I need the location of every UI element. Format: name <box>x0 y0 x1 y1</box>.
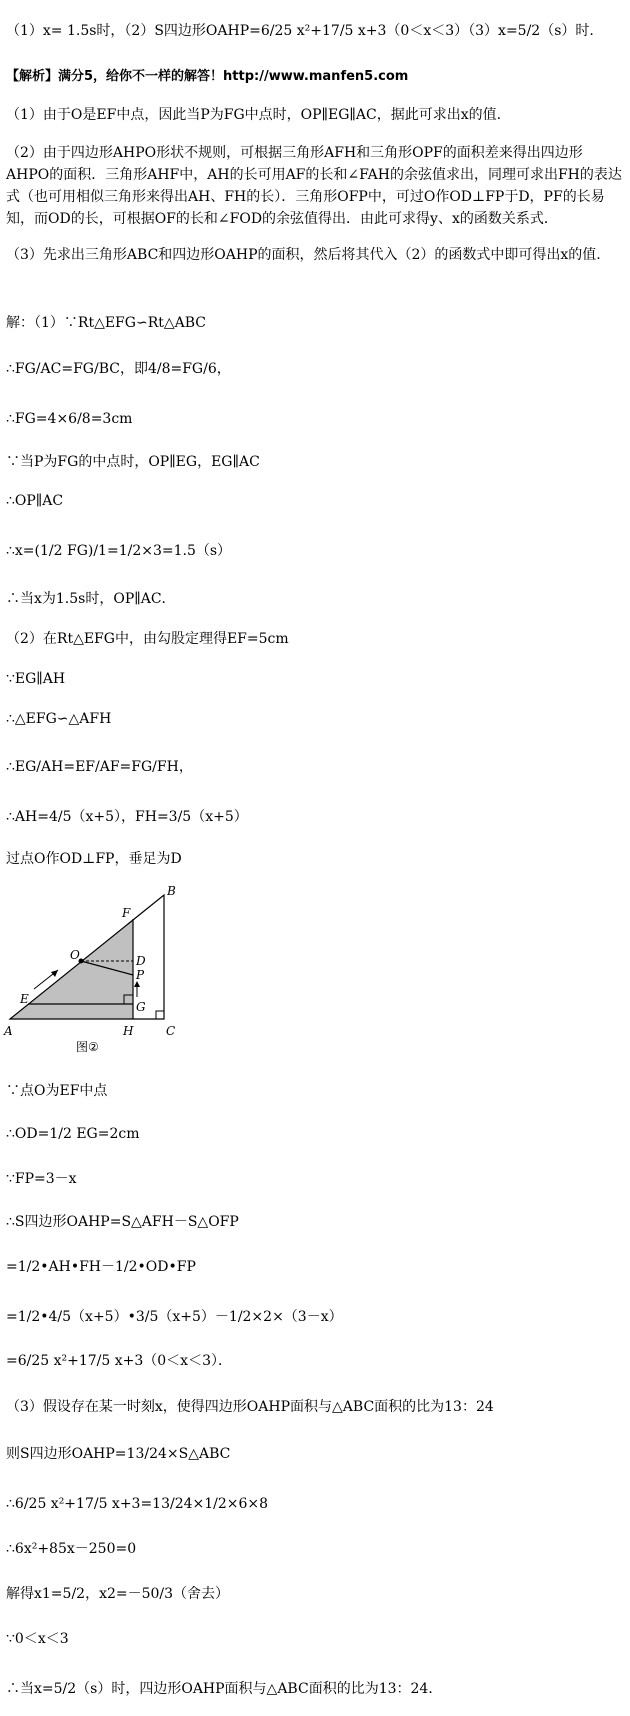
analysis-part1: （1）由于O是EF中点，因此当P为FG中点时，OP∥EG∥AC，据此可求出x的值. <box>6 107 502 123</box>
solution-step: ∴FG/AC=FG/BC，即4/8=FG/6， <box>6 361 231 377</box>
solution-step: ∴6x²+85x－250=0 <box>6 1541 137 1557</box>
solution-step: ∵当P为FG的中点时，OP∥EG，EG∥AC <box>6 454 260 470</box>
label-e: E <box>20 992 29 1006</box>
label-p: P <box>136 968 145 982</box>
solution-step: ∵EG∥AH <box>6 671 66 687</box>
analysis-header: 【解析】满分5，给你不一样的解答！http://www.manfen5.com <box>6 69 409 84</box>
label-a: A <box>4 1024 13 1038</box>
solution-step: =1/2•AH•FH－1/2•OD•FP <box>6 1259 196 1275</box>
solution-step: ∵FP=3－x <box>6 1171 77 1187</box>
label-d: D <box>136 954 146 968</box>
solution-step: ∵点O为EF中点 <box>6 1083 108 1099</box>
solution-step: ∴OP∥AC <box>6 493 64 509</box>
figure-caption: 图② <box>76 1040 99 1054</box>
solution-step: （2）在Rt△EFG中，由勾股定理得EF=5cm <box>6 631 289 647</box>
solution-step: ∴EG/AH=EF/AF=FG/FH， <box>6 759 193 775</box>
solution-step: 则S四边形OAHP=13/24×S△ABC <box>6 1446 231 1462</box>
answer-summary: （1）x= 1.5s时，（2）S四边形OAHP=6/25 x²+17/5 x+3（0＜x＜3）（3）x=5/2（s）时. <box>6 23 594 39</box>
solution-step: ∴S四边形OAHP=S△AFH－S△OFP <box>6 1214 239 1230</box>
label-o: O <box>70 948 80 962</box>
label-g: G <box>136 1000 146 1014</box>
solution-step: ∵0＜x＜3 <box>6 1631 69 1647</box>
solution-step: =6/25 x²+17/5 x+3（0＜x＜3）． <box>6 1353 232 1369</box>
solution-step: ∴AH=4/5（x+5），FH=3/5（x+5） <box>6 809 248 825</box>
analysis-part2: （2）由于四边形AHPO形状不规则，可根据三角形AFH和三角形OPF的面积差来得出四边形AHPO的面积．三角形AHF中，AH的长可用AF的长和∠FAH的余弦值求出，同理可求出FH的表达式（也可用相似三角形来得出AH、FH的长）．三角形OFP中，可过O作OD⊥FP于D，PF的长易知，而OD的长，可根据OF的长和∠FOD的余弦值得出．由此可求得y、x的函数关系式． <box>6 145 622 227</box>
solution-step: ∴x=(1/2 FG)/1=1/2×3=1.5（s） <box>6 543 232 559</box>
label-h: H <box>123 1024 134 1038</box>
label-b: B <box>167 884 176 898</box>
solution-step: 解：（1）∵Rt△EFG∽Rt△ABC <box>6 315 206 331</box>
solution-step: ∴当x=5/2（s）时，四边形OAHP面积与△ABC面积的比为13：24． <box>6 1681 443 1697</box>
solution-step: ∴当x为1.5s时，OP∥AC． <box>6 591 176 607</box>
solution-step: 过点O作OD⊥FP，垂足为D <box>6 851 182 867</box>
solution-step: ∴OD=1/2 EG=2cm <box>6 1126 140 1142</box>
solution-step: =1/2•4/5（x+5）•3/5（x+5）－1/2×2×（3－x） <box>6 1309 343 1325</box>
solution-step: ∴FG=4×6/8=3cm <box>6 411 133 427</box>
label-f: F <box>122 906 131 920</box>
right-angle-c <box>156 1011 164 1019</box>
motion-arrowhead <box>51 970 58 977</box>
solution-step: （3）假设存在某一时刻x，使得四边形OAHP面积与△ABC面积的比为13：24 <box>6 1399 494 1415</box>
solution-step: ∴△EFG∽△AFH <box>6 711 112 727</box>
solution-step: 解得x1=5/2，x2=－50/3（舍去） <box>6 1586 230 1602</box>
geometry-figure <box>6 885 176 1055</box>
label-c: C <box>166 1024 176 1038</box>
solution-step: ∴6/25 x²+17/5 x+3=13/24×1/2×6×8 <box>6 1496 269 1512</box>
analysis-part3: （3）先求出三角形ABC和四边形OAHP的面积，然后将其代入（2）的函数式中即可得出x的值. <box>6 247 601 263</box>
